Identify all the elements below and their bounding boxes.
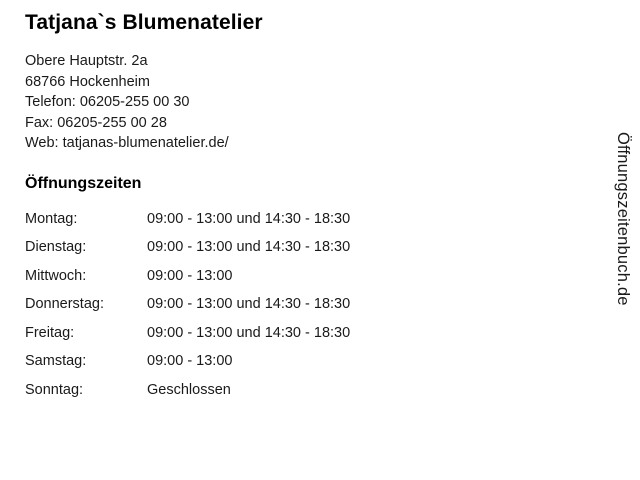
day-hours: 09:00 - 13:00 und 14:30 - 18:30 [147,324,351,341]
day-label: Samstag: [25,353,87,370]
address-line-web: Web: tatjanas-blumenatelier.de/ [25,135,229,152]
table-row [25,351,350,380]
address-line-fax: Fax: 06205-255 00 28 [25,114,167,131]
day-label: Sonntag: [25,381,84,398]
day-label: Dienstag: [25,239,87,256]
address-block [25,51,585,154]
address-line-city: 68766 Hockenheim [25,73,150,90]
day-hours: 09:00 - 13:00 und 14:30 - 18:30 [147,210,351,227]
day-hours: 09:00 - 13:00 [147,353,233,370]
day-label: Montag: [25,210,78,227]
day-hours: 09:00 - 13:00 und 14:30 - 18:30 [147,296,351,313]
day-label: Mittwoch: [25,267,87,284]
address-line-phone: Telefon: 06205-255 00 30 [25,94,190,111]
watermark-brand: Öffnungszeitenbuch.de [614,132,632,306]
day-hours: 09:00 - 13:00 [147,267,233,284]
table-row [25,323,350,352]
table-row [25,294,350,323]
shop-info-block [25,10,585,400]
day-hours: 09:00 - 13:00 und 14:30 - 18:30 [147,239,351,256]
day-hours: Geschlossen [147,381,231,398]
opening-hours-heading: Öffnungszeiten [25,174,142,192]
opening-hours-table [25,209,350,401]
table-row [25,380,350,401]
day-label: Donnerstag: [25,296,104,313]
day-label: Freitag: [25,324,75,341]
address-line-street: Obere Hauptstr. 2a [25,53,148,70]
page-title: Tatjana`s Blumenatelier [25,11,263,34]
table-row [25,209,350,238]
table-row [25,266,350,295]
table-row [25,237,350,266]
